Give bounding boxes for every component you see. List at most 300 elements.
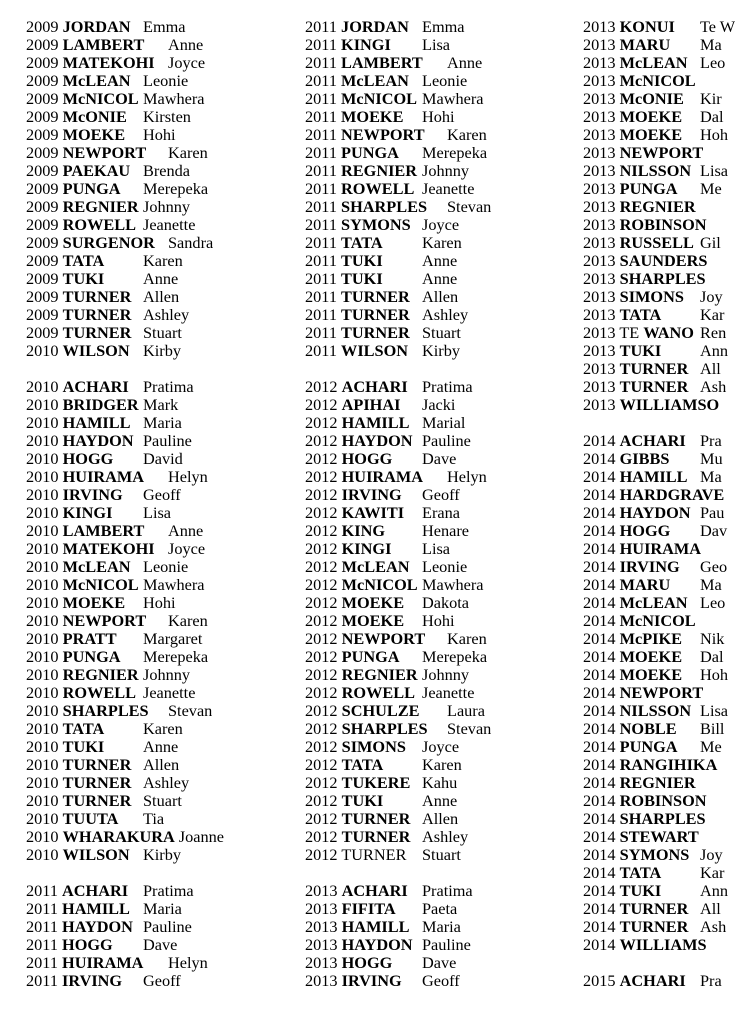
entry-surname: NEWPORT: [62, 611, 147, 630]
entry-first-name: Merepeka: [143, 647, 209, 666]
entry-first-name: Pratima: [422, 377, 473, 396]
entry-surname: McLEAN: [341, 557, 410, 576]
entry-surname: KING: [341, 521, 386, 540]
entry-surname: TURNER: [341, 845, 407, 864]
entry-surname: MOEKE: [341, 107, 404, 126]
entry-surname: LAMBERT: [341, 53, 423, 72]
entry-first-name: Stevan: [447, 197, 492, 216]
entry-year: 2011: [305, 53, 337, 72]
name-entry: [305, 755, 462, 774]
entry-surname: McNICOL: [62, 89, 139, 108]
entry-surname: WANO: [643, 323, 694, 342]
entry-year: 2012: [305, 809, 338, 828]
entry-year: 2010: [26, 413, 59, 432]
name-entry: [583, 540, 723, 558]
entry-year: 2009: [26, 17, 59, 36]
entry-surname: JORDAN: [62, 17, 131, 36]
entry-surname: TURNER: [341, 323, 410, 342]
entry-surname: IRVING: [341, 485, 402, 504]
entry-year: 2013: [583, 197, 616, 216]
entry-first-name: Ma: [700, 35, 722, 54]
entry-first-name: Dave: [422, 449, 457, 468]
entry-year: 2011: [305, 35, 337, 54]
name-entry: [583, 198, 723, 216]
entry-year: 2012: [305, 611, 338, 630]
entry-year: 2015: [583, 971, 616, 990]
entry-surname: McNICOL: [62, 575, 139, 594]
entry-surname: HOGG: [341, 953, 393, 972]
entry-year: 2013: [583, 35, 616, 54]
name-entry: [583, 234, 723, 252]
entry-first-name: Pratima: [143, 377, 194, 396]
name-entry: [305, 773, 458, 792]
entry-year: 2009: [26, 35, 59, 54]
name-entry: [305, 485, 460, 504]
entry-year: 2011: [305, 17, 337, 36]
entry-surname: McLEAN: [62, 71, 131, 90]
entry-year: 2011: [26, 917, 58, 936]
entry-first-name: Ashley: [422, 305, 469, 324]
entry-first-name: Joyce: [168, 53, 206, 72]
entry-surname: TURNER: [619, 377, 689, 396]
entry-surname: TUKI: [619, 881, 662, 900]
name-entry: [583, 900, 723, 918]
entry-first-name: Anne: [143, 269, 179, 288]
entry-first-name: Me: [700, 179, 722, 198]
name-entry: [583, 450, 723, 468]
entry-surname: TUKERE: [341, 773, 411, 792]
entry-first-name: Allen: [143, 755, 180, 774]
entry-year: 2010: [26, 701, 59, 720]
entry-year: 2014: [583, 431, 616, 450]
entry-first-name: Ma: [700, 467, 722, 486]
name-entry: [583, 557, 728, 576]
name-entry: [305, 179, 475, 198]
entry-year: 2011: [305, 215, 337, 234]
entry-year: 2014: [583, 809, 616, 828]
entry-year: 2014: [583, 719, 616, 738]
entry-year: 2013: [583, 251, 616, 270]
entry-surname: NEWPORT: [341, 125, 425, 144]
entry-surname: TUKI: [341, 791, 384, 810]
entry-first-name: Dav: [700, 521, 728, 540]
entry-first-name: Kar: [700, 863, 725, 882]
entry-year: 2011: [26, 935, 58, 954]
entry-year: 2011: [305, 287, 337, 306]
entry-surname: REGNIER: [62, 197, 139, 216]
entry-surname: STEWART: [619, 827, 699, 846]
entry-year: 2012: [305, 539, 338, 558]
entry-surname: ACHARI: [62, 377, 129, 396]
name-entry: [583, 270, 723, 288]
name-entry: [305, 197, 492, 216]
name-entry: [305, 521, 469, 540]
entry-surname: ROBINSON: [619, 791, 707, 810]
name-entry: [305, 557, 468, 576]
entry-year: 2011: [305, 179, 337, 198]
entry-year: 2014: [583, 665, 616, 684]
entry-surname: TURNER: [619, 917, 689, 936]
name-entry: [583, 17, 735, 36]
entry-surname: ACHARI: [341, 377, 408, 396]
entry-first-name: Maria: [143, 413, 182, 432]
entry-year: 2012: [305, 377, 338, 396]
entry-surname: TATA: [341, 233, 383, 252]
entry-year: 2014: [583, 593, 616, 612]
name-entry: [26, 323, 182, 342]
entry-surname: SHARPLES: [341, 719, 428, 738]
entry-first-name: Leo: [700, 593, 726, 612]
entry-surname: HUIRAMA: [62, 467, 145, 486]
name-entry: [305, 845, 461, 864]
name-entry: [583, 288, 723, 306]
entry-year: 2014: [583, 557, 616, 576]
entry-year: 2012: [305, 791, 338, 810]
entry-first-name: Pratima: [143, 881, 194, 900]
name-entry: [583, 810, 723, 828]
entry-year: 2010: [26, 719, 59, 738]
name-entry: [583, 53, 726, 72]
entry-surname: TATA: [619, 863, 662, 882]
name-entry: [26, 521, 204, 540]
entry-year: 2011: [305, 251, 337, 270]
entry-first-name: Lisa: [422, 35, 451, 54]
name-entry: [305, 251, 458, 270]
entry-surname: HOGG: [341, 449, 393, 468]
entry-year: 2014: [583, 737, 616, 756]
entry-first-name: Dave: [143, 935, 178, 954]
entry-surname: HAYDON: [341, 431, 413, 450]
name-entry: [26, 971, 181, 990]
entry-surname: MOEKE: [62, 125, 126, 144]
entry-year: 2010: [26, 557, 59, 576]
entry-surname: WILSON: [62, 341, 130, 360]
entry-surname: ROBINSON: [619, 215, 707, 234]
name-entry: [26, 126, 175, 144]
entry-first-name: Ma: [700, 575, 722, 594]
entry-year: 2010: [26, 647, 59, 666]
entry-first-name: Mark: [143, 395, 179, 414]
name-entry: [583, 648, 723, 666]
entry-year: 2013: [583, 305, 616, 324]
entry-first-name: Kahu: [422, 773, 458, 792]
entry-surname: HAMILL: [341, 413, 410, 432]
entry-surname: SURGENOR: [62, 233, 155, 252]
entry-surname: TUKI: [341, 269, 383, 288]
entry-year: 2009: [26, 143, 59, 162]
entry-first-name: Pauline: [422, 935, 471, 954]
entry-surname-prefix: TE: [619, 323, 640, 342]
entry-surname: McONIE: [62, 107, 127, 126]
entry-first-name: Ashley: [422, 827, 469, 846]
entry-year: 2012: [305, 575, 338, 594]
entry-surname: HARDGRAVE: [619, 485, 725, 504]
entry-first-name: Tia: [143, 809, 165, 828]
entry-year: 2014: [583, 863, 616, 882]
name-entry: [26, 431, 192, 450]
entry-year: 2011: [26, 953, 58, 972]
name-entry: [26, 233, 214, 252]
entry-first-name: Mawhera: [422, 89, 484, 108]
entry-year: 2010: [26, 755, 59, 774]
entry-first-name: Karen: [143, 251, 183, 270]
entry-surname: HUIRAMA: [341, 467, 424, 486]
entry-surname: ACHARI: [619, 971, 686, 990]
name-entry: [305, 35, 451, 54]
entry-year: 2011: [305, 125, 337, 144]
name-entry: [583, 396, 723, 414]
name-entry: [26, 395, 179, 414]
entry-first-name: Pra: [700, 971, 722, 990]
entry-surname: McNICOL: [619, 611, 696, 630]
entry-first-name: Dal: [700, 647, 724, 666]
name-entry: [26, 827, 225, 846]
entry-first-name: Henare: [422, 521, 469, 540]
entry-surname: GIBBS: [619, 449, 670, 468]
entry-surname: RUSSELL: [619, 233, 694, 252]
entry-surname: McLEAN: [341, 71, 409, 90]
entry-year: 2011: [305, 197, 337, 216]
entry-surname: ACHARI: [341, 881, 408, 900]
entry-surname: TUKI: [62, 737, 105, 756]
name-entry: [26, 179, 209, 198]
name-entry: [305, 881, 473, 900]
name-entry: [26, 719, 183, 738]
name-entry: [26, 701, 213, 720]
name-entry: [305, 917, 461, 936]
name-entry: [583, 936, 723, 954]
entry-first-name: Allen: [143, 287, 180, 306]
entry-surname: ROWELL: [341, 683, 415, 702]
entry-surname: NOBLE: [619, 719, 677, 738]
entry-year: 2013: [583, 395, 616, 414]
entry-surname: KONUI: [619, 17, 675, 36]
entry-first-name: Emma: [422, 17, 465, 36]
entry-surname: HAMILL: [619, 467, 688, 486]
entry-first-name: Pratima: [422, 881, 473, 900]
entry-surname: SHARPLES: [619, 809, 706, 828]
entry-year: 2013: [305, 935, 338, 954]
entry-surname: MOEKE: [619, 125, 683, 144]
entry-year: 2013: [583, 125, 616, 144]
name-entry: [26, 594, 175, 612]
entry-surname: JORDAN: [341, 17, 409, 36]
entry-year: 2010: [26, 593, 59, 612]
name-entry: [305, 539, 451, 558]
entry-first-name: Pauline: [422, 431, 471, 450]
name-entry: [305, 575, 484, 594]
entry-year: 2010: [26, 629, 59, 648]
entry-first-name: All: [700, 359, 721, 378]
entry-year: 2013: [583, 161, 616, 180]
entry-first-name: Nik: [700, 629, 725, 648]
entry-first-name: Leo: [700, 53, 726, 72]
entry-surname: ACHARI: [619, 431, 686, 450]
entry-first-name: Anne: [422, 251, 458, 270]
name-entry: [583, 90, 723, 108]
name-entry: [305, 701, 485, 720]
name-entry: [583, 774, 723, 792]
entry-first-name: Jeanette: [143, 215, 196, 234]
name-entry: [26, 791, 182, 810]
entry-year: 2014: [583, 575, 616, 594]
entry-year: 2011: [305, 269, 337, 288]
entry-surname: McONIE: [619, 89, 684, 108]
entry-surname: NILSSON: [619, 701, 692, 720]
entry-first-name: Karen: [422, 233, 462, 252]
entry-surname: PUNGA: [619, 737, 678, 756]
entry-year: 2012: [305, 737, 338, 756]
name-entry: [583, 792, 723, 810]
entry-year: 2010: [26, 431, 59, 450]
entry-year: 2009: [26, 89, 59, 108]
name-entry: [26, 629, 203, 648]
entry-year: 2012: [305, 845, 338, 864]
entry-surname: IRVING: [341, 971, 402, 990]
entry-first-name: All: [700, 899, 721, 918]
entry-surname: SHARPLES: [341, 197, 428, 216]
entry-first-name: Leonie: [143, 71, 189, 90]
entry-surname: TURNER: [62, 773, 132, 792]
entry-surname: TUKI: [62, 269, 105, 288]
entry-surname: BRIDGER: [62, 395, 139, 414]
entry-first-name: Sandra: [168, 233, 214, 252]
entry-surname: TURNER: [341, 305, 410, 324]
entry-first-name: Stuart: [422, 845, 461, 864]
entry-year: 2012: [305, 467, 338, 486]
entry-surname: McLEAN: [619, 53, 688, 72]
entry-first-name: Anne: [168, 35, 204, 54]
name-entry: [305, 827, 469, 846]
entry-year: 2012: [305, 647, 338, 666]
entry-first-name: Ann: [700, 881, 729, 900]
entry-first-name: David: [143, 449, 183, 468]
entry-surname: KINGI: [341, 35, 391, 54]
entry-surname: TURNER: [62, 305, 132, 324]
entry-surname: PUNGA: [62, 647, 121, 666]
entry-first-name: Karen: [143, 719, 183, 738]
entry-first-name: Johnny: [422, 665, 470, 684]
entry-first-name: Leonie: [422, 71, 468, 90]
name-entry: [583, 486, 723, 504]
entry-year: 2013: [583, 107, 616, 126]
name-entry: [26, 107, 191, 126]
entry-year: 2011: [26, 971, 58, 990]
entry-year: 2013: [583, 341, 616, 360]
entry-first-name: Maria: [422, 917, 461, 936]
entry-surname: NEWPORT: [62, 143, 147, 162]
entry-year: 2009: [26, 161, 59, 180]
entry-first-name: Joyce: [422, 215, 460, 234]
entry-first-name: Geoff: [422, 971, 460, 990]
entry-year: 2009: [26, 179, 59, 198]
name-entry: [305, 17, 465, 36]
entry-surname: HOGG: [62, 449, 114, 468]
name-entry: [583, 521, 728, 540]
entry-year: 2014: [583, 935, 616, 954]
entry-year: 2010: [26, 791, 59, 810]
entry-year: 2011: [305, 71, 337, 90]
name-entry: [26, 17, 186, 36]
name-entry: [305, 71, 468, 90]
name-entry: [305, 431, 471, 450]
entry-surname: IRVING: [62, 485, 123, 504]
entry-first-name: Te W: [700, 17, 735, 36]
entry-year: 2014: [583, 917, 616, 936]
name-entry: [583, 341, 729, 360]
entry-first-name: Hohi: [422, 107, 455, 126]
entry-surname: HAMILL: [62, 413, 131, 432]
entry-year: 2013: [583, 359, 616, 378]
blank-line: [26, 864, 175, 882]
entry-year: 2010: [26, 827, 59, 846]
entry-year: 2013: [305, 881, 338, 900]
entry-surname: MATEKOHI: [62, 53, 155, 72]
entry-year: 2012: [305, 629, 338, 648]
name-entry: [305, 467, 487, 486]
entry-surname: MOEKE: [341, 611, 405, 630]
entry-surname: REGNIER: [341, 161, 418, 180]
entry-surname: TURNER: [341, 827, 411, 846]
entry-year: 2010: [26, 485, 59, 504]
entry-surname: TURNER: [62, 755, 132, 774]
entry-first-name: Ren: [700, 323, 727, 342]
entry-year: 2013: [583, 53, 616, 72]
entry-year: 2013: [583, 71, 616, 90]
name-list-column-2: [305, 17, 492, 990]
name-entry: [305, 215, 460, 234]
entry-surname: HAYDON: [62, 431, 134, 450]
entry-year: 2014: [583, 899, 616, 918]
name-entry: [26, 143, 208, 162]
entry-first-name: Geoff: [143, 971, 181, 990]
entry-first-name: Karen: [168, 143, 208, 162]
entry-year: 2010: [26, 449, 59, 468]
name-entry: [583, 630, 723, 648]
entry-year: 2010: [26, 521, 59, 540]
entry-year: 2013: [583, 287, 616, 306]
entry-first-name: Karen: [168, 611, 208, 630]
name-entry: [305, 683, 475, 702]
blank-line: [26, 360, 175, 378]
entry-first-name: Kar: [700, 305, 725, 324]
entry-year: 2010: [26, 377, 59, 396]
entry-surname: IRVING: [619, 557, 680, 576]
entry-first-name: Lisa: [700, 701, 729, 720]
name-entry: [26, 35, 204, 54]
name-entry: [305, 593, 470, 612]
entry-first-name: Anne: [422, 269, 458, 288]
entry-year: 2013: [583, 89, 616, 108]
entry-year: 2012: [305, 683, 338, 702]
entry-first-name: Lisa: [700, 161, 729, 180]
name-entry: [305, 737, 460, 756]
entry-first-name: Hohi: [143, 593, 176, 612]
entry-first-name: Helyn: [447, 467, 487, 486]
name-entry: [26, 161, 191, 180]
name-entry: [583, 917, 727, 936]
entry-first-name: Pra: [700, 431, 722, 450]
name-entry: [305, 233, 462, 252]
entry-first-name: Johnny: [143, 665, 191, 684]
entry-surname: McLEAN: [62, 557, 131, 576]
entry-surname: TURNER: [62, 287, 132, 306]
entry-year: 2013: [305, 917, 338, 936]
entry-surname: FIFITA: [341, 899, 396, 918]
entry-first-name: Merepeka: [422, 143, 488, 162]
name-entry: [583, 161, 729, 180]
name-entry: [305, 125, 487, 144]
